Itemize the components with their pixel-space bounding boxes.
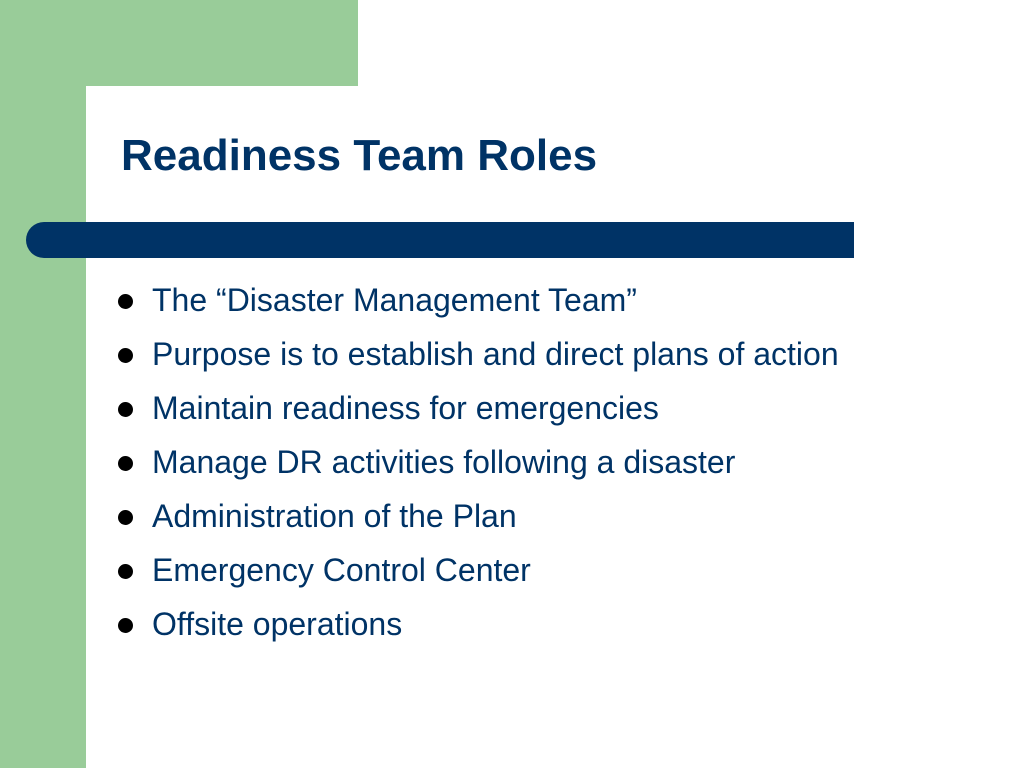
bullet-item	[114, 280, 854, 321]
bullet-dot-icon	[118, 402, 133, 417]
bullet-text: The “Disaster Management Team”	[152, 282, 637, 318]
bullet-text: Manage DR activities following a disaster	[152, 444, 736, 480]
green-side-band	[0, 0, 86, 768]
bullet-item	[114, 442, 854, 483]
bullet-dot-icon	[118, 510, 133, 525]
title-underline-bar	[26, 222, 854, 258]
bullet-dot-icon	[118, 618, 133, 633]
bullet-item	[114, 604, 854, 645]
bullet-item	[114, 496, 854, 537]
bullet-text: Administration of the Plan	[152, 498, 517, 534]
slide-title: Readiness Team Roles	[121, 131, 598, 180]
bullet-list	[114, 280, 854, 658]
bullet-text: Maintain readiness for emergencies	[152, 390, 659, 426]
bullet-text: Purpose is to establish and direct plans of action	[152, 336, 839, 372]
bullet-text: Emergency Control Center	[152, 552, 531, 588]
bullet-item	[114, 550, 854, 591]
bullet-dot-icon	[118, 456, 133, 471]
bullet-text: Offsite operations	[152, 606, 403, 642]
bullet-item	[114, 388, 854, 429]
bullet-item	[114, 334, 854, 375]
green-top-band	[0, 0, 358, 86]
bullet-dot-icon	[118, 348, 133, 363]
bullet-dot-icon	[118, 564, 133, 579]
bullet-dot-icon	[118, 294, 133, 309]
